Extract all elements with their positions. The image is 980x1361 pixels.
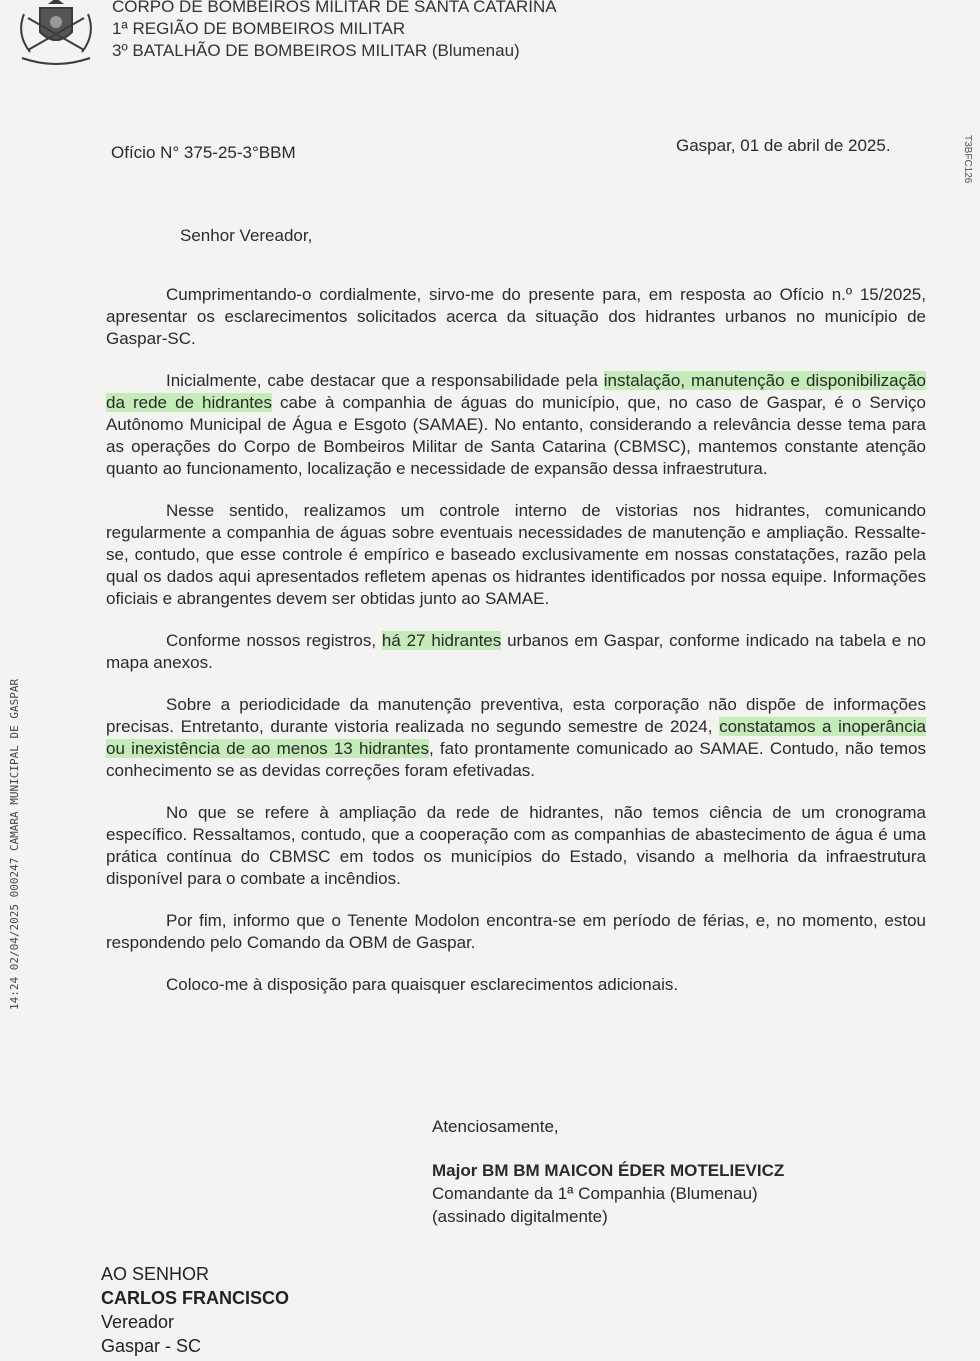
letterhead-line-2: 1ª REGIÃO DE BOMBEIROS MILITAR bbox=[112, 19, 406, 38]
paragraph-3: Nesse sentido, realizamos um controle interno de vistorias nos hidrantes, comunicando regularmente a companhia de águas sobre eventuais necessidades de manutenção e ampliação. Ressalte-se, contudo, que esse controle é empírico e baseado exclusivamente em nossas constatações, razão pela qual os dados aqui apresentados refletem apenas os hidrantes identificados por nossa equipe. Informações oficiais e abrangentes devem ser obtidas junto ao SAMAE. bbox=[106, 501, 926, 608]
letterhead-line-3: 3º BATALHÃO DE BOMBEIROS MILITAR (Blumenau) bbox=[112, 41, 520, 60]
side-code: T3BFC126 bbox=[962, 135, 973, 184]
closing: Atenciosamente, bbox=[432, 1117, 559, 1136]
protocol-stamp: 14:24 02/04/2025 000247 CAMARA MUNICIPAL DE GASPAR bbox=[8, 678, 21, 1010]
addressee-city: Gaspar - SC bbox=[101, 1336, 202, 1356]
highlight-responsibility: instalação, manutenção e disponibilização da rede de hidrantes bbox=[106, 371, 927, 412]
signature-block bbox=[432, 1115, 784, 1228]
letter-body bbox=[106, 284, 926, 1016]
highlight-inoperative: constatamos a inoperância ou inexistência de ao menos 13 hidrantes bbox=[106, 717, 926, 758]
paragraph-4 bbox=[106, 630, 926, 674]
paragraph-5-start: Sobre a periodicidade da manutenção preventiva, esta corporação não dispõe de informações precisas. Entretanto, durante vistoria realizada no segundo semestre de 2024, bbox=[106, 695, 926, 736]
addressee-salutation: AO SENHOR bbox=[101, 1264, 210, 1284]
addressee-title: Vereador bbox=[101, 1312, 175, 1332]
signer-name: Major BM BM MAICON ÉDER MOTELIEVICZ bbox=[432, 1161, 785, 1180]
paragraph-4-start: Conforme nossos registros, bbox=[166, 631, 382, 650]
paragraph-2-end: cabe à companhia de águas do município, que, no caso de Gaspar, é o Serviço Autônomo Municipal de Água e Esgoto (SAMAE). No entanto, considerando a relevância desse tema para as operações do Corpo de Bombeiros Militar de Santa Catarina (CBMSC), mantemos constante atenção quanto ao funcionamento, localização e necessidade de expansão dessa infraestrutura. bbox=[106, 393, 927, 478]
paragraph-8: Coloco-me à disposição para quaisquer esclarecimentos adicionais. bbox=[166, 975, 679, 994]
letter-date: Gaspar, 01 de abril de 2025. bbox=[676, 136, 891, 155]
coat-of-arms-icon bbox=[14, 0, 98, 66]
paragraph-5-end: , fato prontamente comunicado ao SAMAE. Contudo, não temos conhecimento se as devidas correções foram efetivadas. bbox=[106, 739, 926, 780]
paragraph-2-start: Inicialmente, cabe destacar que a responsabilidade pela bbox=[166, 371, 604, 390]
highlight-hydrant-count: há 27 hidrantes bbox=[381, 631, 502, 650]
addressee-block bbox=[101, 1262, 289, 1358]
signature-note: (assinado digitalmente) bbox=[432, 1207, 608, 1226]
addressee-name: CARLOS FRANCISCO bbox=[101, 1288, 289, 1308]
paragraph-5 bbox=[106, 694, 926, 782]
paragraph-1: Cumprimentando-o cordialmente, sirvo-me do presente para, em resposta ao Ofício n.º 15/2025, apresentar os esclarecimentos solicitados acerca da situação dos hidrantes urbanos no município de Gaspar-SC. bbox=[106, 285, 926, 348]
office-reference: Ofício N° 375-25-3°BBM bbox=[111, 143, 296, 162]
signer-role: Comandante da 1ª Companhia (Blumenau) bbox=[432, 1184, 758, 1203]
paragraph-2 bbox=[106, 370, 926, 480]
paragraph-6: No que se refere à ampliação da rede de hidrantes, não temos ciência de um cronograma específico. Ressaltamos, contudo, que a cooperação com as companhias de abastecimento de água é uma prática contínua do CBMSC em todos os municípios do Estado, visando a melhoria da infraestrutura disponível para o combate a incêndios. bbox=[106, 803, 926, 888]
greeting: Senhor Vereador, bbox=[180, 226, 313, 245]
paragraph-7: Por fim, informo que o Tenente Modolon encontra-se em período de férias, e, no momento, estou respondendo pelo Comando da OBM de Gaspar. bbox=[106, 911, 926, 952]
paragraph-4-end: urbanos em Gaspar, conforme indicado na tabela e no mapa anexos. bbox=[106, 631, 926, 672]
letterhead bbox=[112, 0, 557, 62]
letterhead-line-1: CORPO DE BOMBEIROS MILITAR DE SANTA CATARINA bbox=[112, 0, 557, 16]
